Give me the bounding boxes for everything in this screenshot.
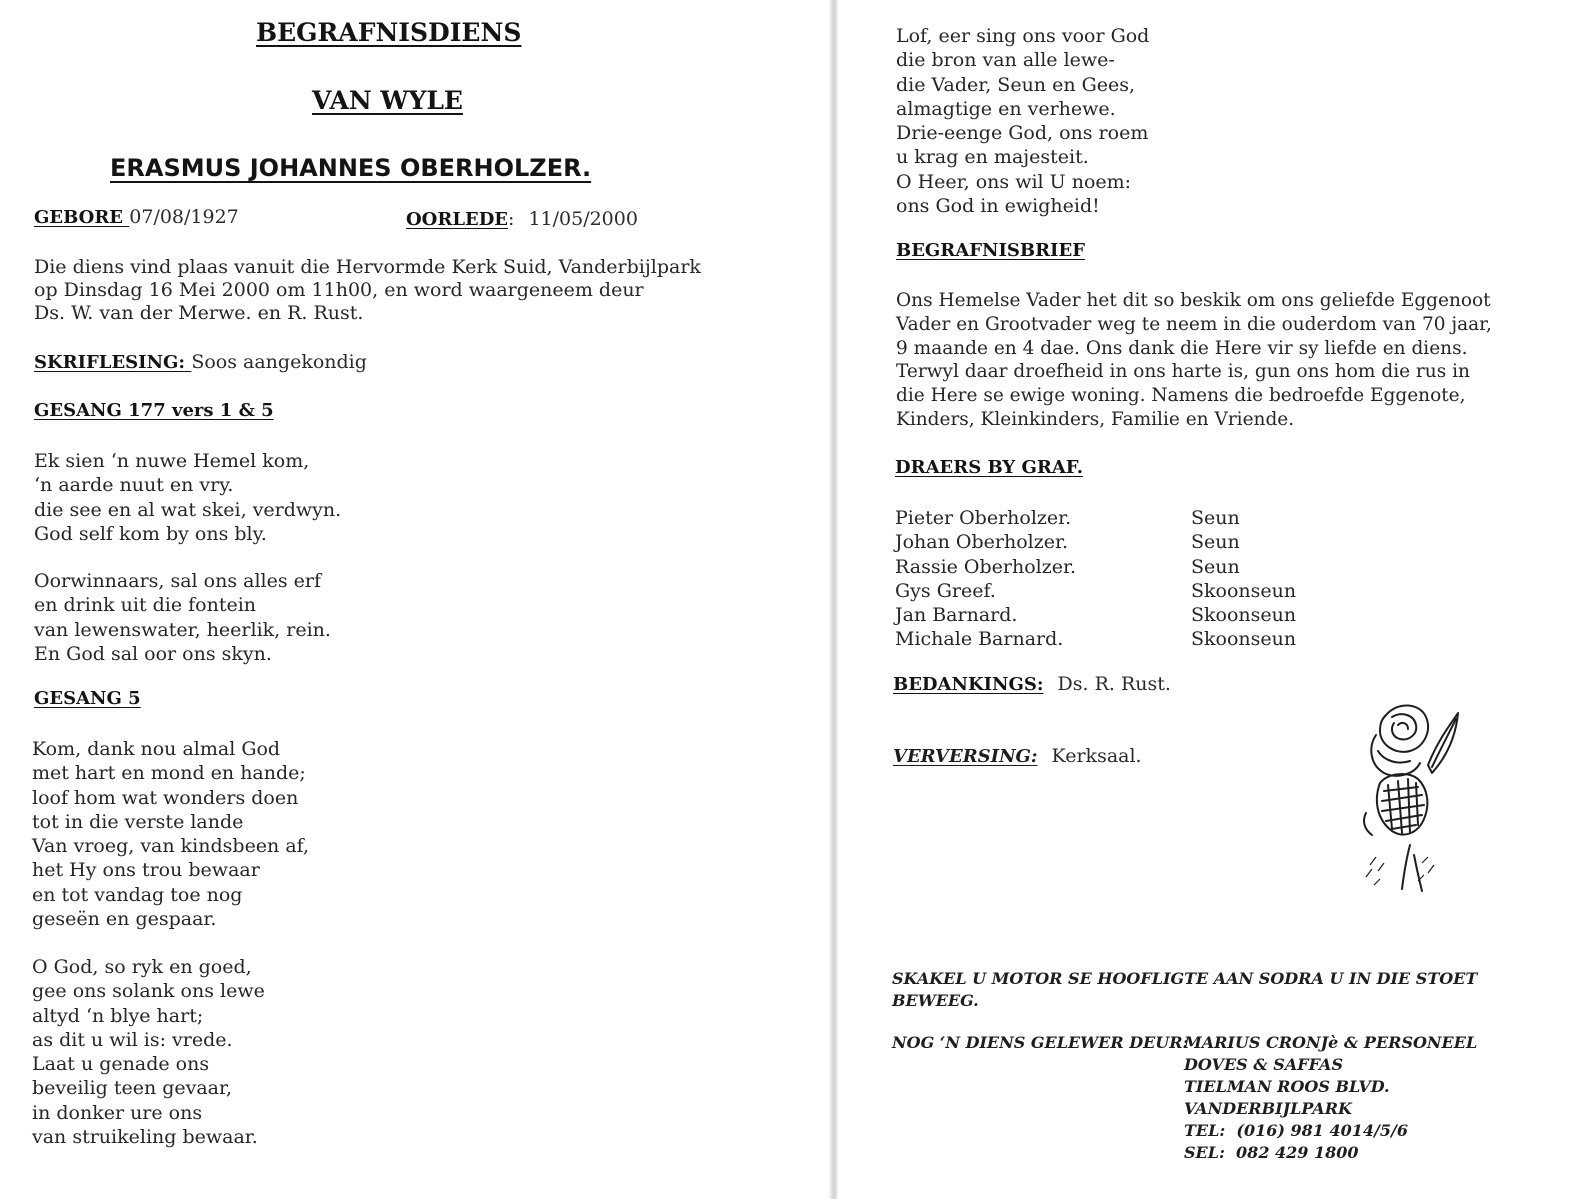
hymn1-stanza1	[34, 449, 341, 546]
verse-line: ‘n aarde nuut en vry.	[34, 474, 234, 497]
born-date: 07/08/1927	[129, 206, 239, 228]
bearer-name: Gys Greef.	[895, 579, 996, 602]
service-by-label: NOG ‘N DIENS GELEWER DEUR:	[892, 1033, 1189, 1052]
service-title: BEGRAFNISDIENS	[256, 18, 522, 47]
verse-line: gee ons solank ons lewe	[32, 980, 265, 1003]
verse-line: die see en al wat skei, verdwyn.	[34, 498, 342, 521]
verse-line: Ek sien ‘n nuwe Hemel kom,	[34, 450, 310, 472]
verse-line: O God, so ryk en goed,	[32, 956, 252, 978]
hymn1-title: GESANG 177 vers 1 & 5	[34, 400, 274, 421]
hymn2-stanza2	[32, 955, 265, 1149]
detail-line: TEL: (016) 981 4014/5/6	[1184, 1121, 1408, 1140]
hymn2-stanza1	[32, 737, 309, 931]
bearer-relation: Skoonseun	[1191, 628, 1297, 651]
letter-line: die Here se ewige woning. Namens die bedroefde Eggenote,	[896, 385, 1466, 407]
bearer-name: Pieter Oberholzer.	[895, 507, 1072, 529]
funeral-home-details	[1184, 1032, 1477, 1164]
verse-line: die Vader, Seun en Gees,	[896, 73, 1136, 96]
verse-line: het Hy ons trou bewaar	[32, 859, 260, 882]
verse-line: Kom, dank nou almal God	[32, 738, 281, 760]
service-text	[34, 256, 701, 325]
verse-line: altyd ‘n blye hart;	[32, 1004, 204, 1027]
detail-line: VANDERBIJLPARK	[1184, 1099, 1352, 1118]
verse-line: van lewenswater, heerlik, rein.	[34, 618, 331, 641]
letter-line: 9 maande en 4 dae. Ons dank die Here vir sy liefde en diens.	[896, 337, 1468, 359]
notice-line: BEWEEG.	[892, 991, 979, 1010]
verse-line: as dit u wil is: vrede.	[32, 1028, 233, 1051]
bearer-row	[895, 555, 1355, 579]
died-label: OORLEDE	[406, 209, 509, 230]
bearer-name: Johan Oberholzer.	[895, 531, 1069, 554]
verse-line: in donker ure ons	[32, 1101, 203, 1124]
letter-line: Ons Hemelse Vader het dit so beskik om ons geliefde Eggenoot	[896, 290, 1491, 311]
verse-line: Drie-eenge God, ons roem	[896, 122, 1149, 145]
reading-label: SKRIFLESING:	[34, 352, 192, 373]
bearer-name: Michale Barnard.	[895, 628, 1064, 651]
letter-line: Terwyl daar droefheid in ons harte is, gun ons hom die rus in	[896, 361, 1470, 383]
detail-line: SEL: 082 429 1800	[1184, 1143, 1359, 1162]
bearer-row	[895, 627, 1355, 651]
verse-line: beveilig teen gevaar,	[32, 1077, 233, 1100]
hymn2-stanza3	[896, 24, 1149, 218]
born-line	[34, 206, 239, 228]
bearer-relation: Skoonseun	[1191, 579, 1297, 602]
service-subtitle: VAN WYLE	[312, 86, 463, 115]
verse-line: en tot vandag toe nog	[32, 883, 243, 906]
died-line	[406, 208, 638, 230]
bearer-relation: Seun	[1191, 531, 1240, 554]
bearer-name: Jan Barnard.	[895, 604, 1018, 627]
verse-line: Van vroeg, van kindsbeen af,	[32, 835, 310, 858]
verse-line: Laat u genade ons	[32, 1053, 210, 1076]
verse-line: u krag en majesteit.	[896, 146, 1089, 169]
letter-line: Vader en Grootvader weg te neem in die ouderdom van 70 jaar,	[896, 313, 1492, 335]
headlight-notice	[892, 968, 1477, 1012]
verse-line: En God sal oor ons skyn.	[34, 642, 272, 665]
bearer-row	[895, 579, 1355, 603]
verse-line: O Heer, ons wil U noem:	[896, 170, 1132, 193]
died-colon: :	[508, 208, 515, 230]
verse-line: van struikeling bewaar.	[32, 1126, 258, 1149]
bearer-name: Rassie Oberholzer.	[895, 555, 1077, 578]
bearer-relation: Seun	[1191, 507, 1240, 529]
verse-line: almagtige en verhewe.	[896, 97, 1116, 120]
bearer-relation: Skoonseun	[1191, 604, 1297, 627]
verse-line: tot in die verste lande	[32, 810, 244, 833]
letter-title: BEGRAFNISBRIEF	[896, 240, 1085, 261]
bearers-list	[895, 506, 1355, 652]
refresh-value: Kerksaal.	[1051, 745, 1142, 767]
bearer-row	[895, 506, 1355, 530]
verse-line: loof hom wat wonders doen	[32, 786, 299, 809]
verse-line: en drink uit die fontein	[34, 594, 257, 617]
verse-line: Lof, eer sing ons voor God	[896, 25, 1150, 47]
verse-line: die bron van alle lewe-	[896, 49, 1115, 72]
verse-line: God self kom by ons bly.	[34, 522, 267, 545]
hymn1-stanza2	[34, 569, 331, 666]
hymn2-title: GESANG 5	[34, 688, 141, 709]
refresh-label: VERVERSING:	[893, 746, 1038, 767]
page-fold	[829, 0, 838, 1199]
thanks-line	[893, 673, 1171, 695]
service-text-line: Ds. W. van der Merwe. en R. Rust.	[34, 302, 364, 324]
detail-line: TIELMAN ROOS BLVD.	[1184, 1077, 1390, 1096]
detail-line: DOVES & SAFFAS	[1184, 1055, 1343, 1074]
service-text-line: Die diens vind plaas vanuit die Hervormde Kerk Suid, Vanderbijlpark	[34, 256, 701, 278]
detail-line: MARIUS CRONJè & PERSONEEL	[1184, 1033, 1478, 1052]
bearer-relation: Seun	[1191, 555, 1240, 578]
thanks-label: BEDANKINGS:	[893, 674, 1044, 695]
died-date: 11/05/2000	[528, 208, 638, 230]
reading-line	[34, 351, 367, 373]
bearer-row	[895, 530, 1355, 554]
notice-line: SKAKEL U MOTOR SE HOOFLIGTE AAN SODRA U IN DIE STOET	[892, 969, 1478, 988]
verse-line: Oorwinnaars, sal ons alles erf	[34, 570, 322, 592]
rose-sketch-icon	[1358, 695, 1463, 895]
right-page	[838, 0, 1586, 1199]
verse-line: geseën en gespaar.	[32, 908, 217, 931]
bearers-title: DRAERS BY GRAF.	[895, 457, 1084, 478]
letter-text	[896, 289, 1492, 432]
verse-line: met hart en mond en hande;	[32, 762, 306, 785]
thanks-value: Ds. R. Rust.	[1057, 673, 1171, 695]
letter-line: Kinders, Kleinkinders, Familie en Vriende.	[896, 408, 1295, 430]
refresh-line	[893, 745, 1142, 767]
verse-line: ons God in ewigheid!	[896, 195, 1100, 218]
deceased-name: ERASMUS JOHANNES OBERHOLZER.	[110, 154, 592, 182]
bearer-row	[895, 603, 1355, 627]
born-label: GEBORE	[34, 207, 130, 228]
reading-value: Soos aangekondig	[191, 351, 367, 373]
service-text-line: op Dinsdag 16 Mei 2000 om 11h00, en word waargeneem deur	[34, 279, 644, 301]
